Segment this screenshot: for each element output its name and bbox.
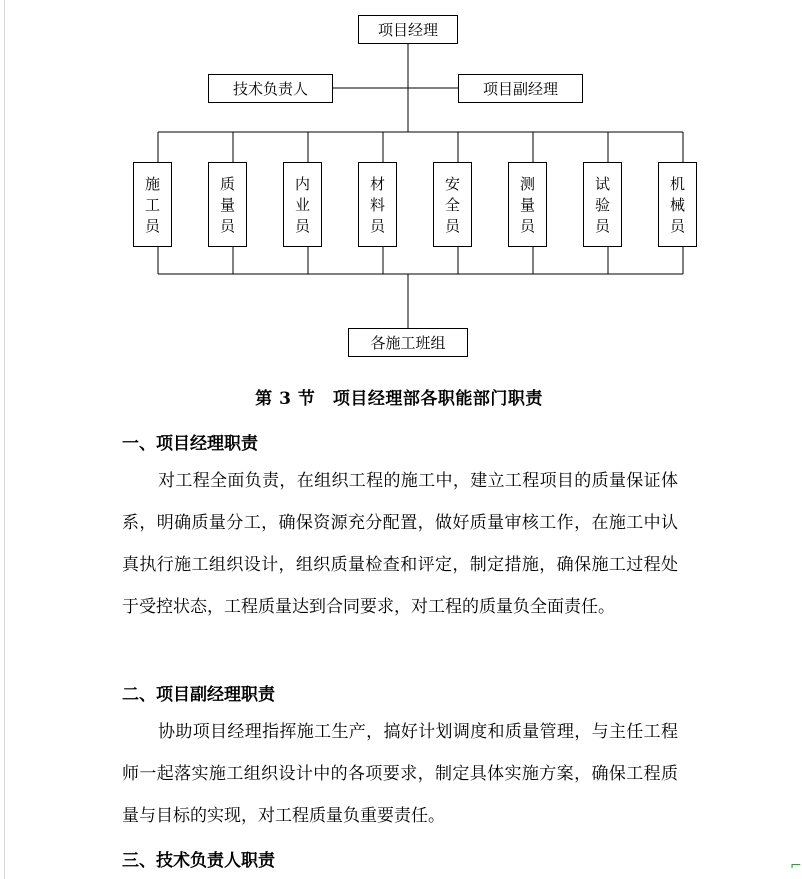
text-cursor-icon: ⌐	[790, 858, 802, 874]
work-teams-box	[348, 328, 468, 357]
project-manager-label: 项目经理	[377, 21, 438, 39]
staff-char: 员	[219, 217, 235, 235]
staff-char: 员	[594, 217, 610, 235]
section-title: 第 3 节 项目经理部各职能部门职责	[255, 389, 543, 409]
staff-box-testing	[583, 162, 622, 247]
technical-lead-box	[208, 74, 333, 103]
staff-char: 验	[594, 196, 610, 214]
staff-box-safety	[433, 162, 472, 247]
staff-char: 机	[669, 175, 685, 193]
heading-deputy-manager: 二、项目副经理职责	[122, 685, 275, 705]
heading-technical-lead: 三、技术负责人职责	[122, 851, 275, 871]
staff-char: 工	[144, 196, 160, 214]
staff-char: 材	[369, 175, 385, 193]
staff-char: 员	[444, 217, 460, 235]
staff-char: 员	[519, 217, 535, 235]
heading-project-manager: 一、项目经理职责	[122, 434, 258, 454]
staff-char: 员	[294, 217, 310, 235]
staff-char: 测	[519, 175, 535, 193]
staff-char: 员	[369, 217, 385, 235]
work-teams-label: 各施工班组	[370, 334, 446, 352]
org-chart	[0, 0, 798, 370]
staff-char: 试	[594, 175, 610, 193]
staff-box-construction	[133, 162, 172, 247]
staff-box-materials	[358, 162, 397, 247]
staff-box-machinery	[658, 162, 697, 247]
staff-char: 料	[369, 196, 385, 214]
staff-box-documentation	[283, 162, 322, 247]
staff-char: 员	[669, 217, 685, 235]
staff-char: 员	[144, 217, 160, 235]
technical-lead-label: 技术负责人	[232, 80, 308, 98]
staff-char: 安	[444, 175, 460, 193]
project-manager-box	[358, 15, 458, 44]
deputy-manager-label: 项目副经理	[482, 80, 558, 98]
staff-char: 内	[294, 175, 310, 193]
staff-char: 质	[219, 175, 235, 193]
deputy-manager-box	[458, 74, 583, 103]
staff-char: 械	[669, 196, 685, 214]
staff-char: 全	[444, 196, 460, 214]
staff-char: 施	[144, 175, 160, 193]
staff-box-quality	[208, 162, 247, 247]
paragraph-deputy-manager: 协助项目经理指挥施工生产，搞好计划调度和质量管理，与主任工程师一起落实施工组织设计中的各项要求，制定具体实施方案，确保工程质量与目标的实现，对工程质量负重要责任。	[122, 722, 678, 826]
staff-char: 业	[294, 196, 310, 214]
paragraph-project-manager: 对工程全面负责，在组织工程的施工中，建立工程项目的质量保证体系，明确质量分工，确保资源充分配置，做好质量审核工作，在施工中认真执行施工组织设计，组织质量检查和评定，制定措施，确保施工过程处于受控状态，工程质量达到合同要求，对工程的质量负全面责任。	[122, 471, 678, 617]
staff-char: 量	[519, 196, 535, 214]
staff-char: 量	[219, 196, 235, 214]
staff-box-surveying	[508, 162, 547, 247]
